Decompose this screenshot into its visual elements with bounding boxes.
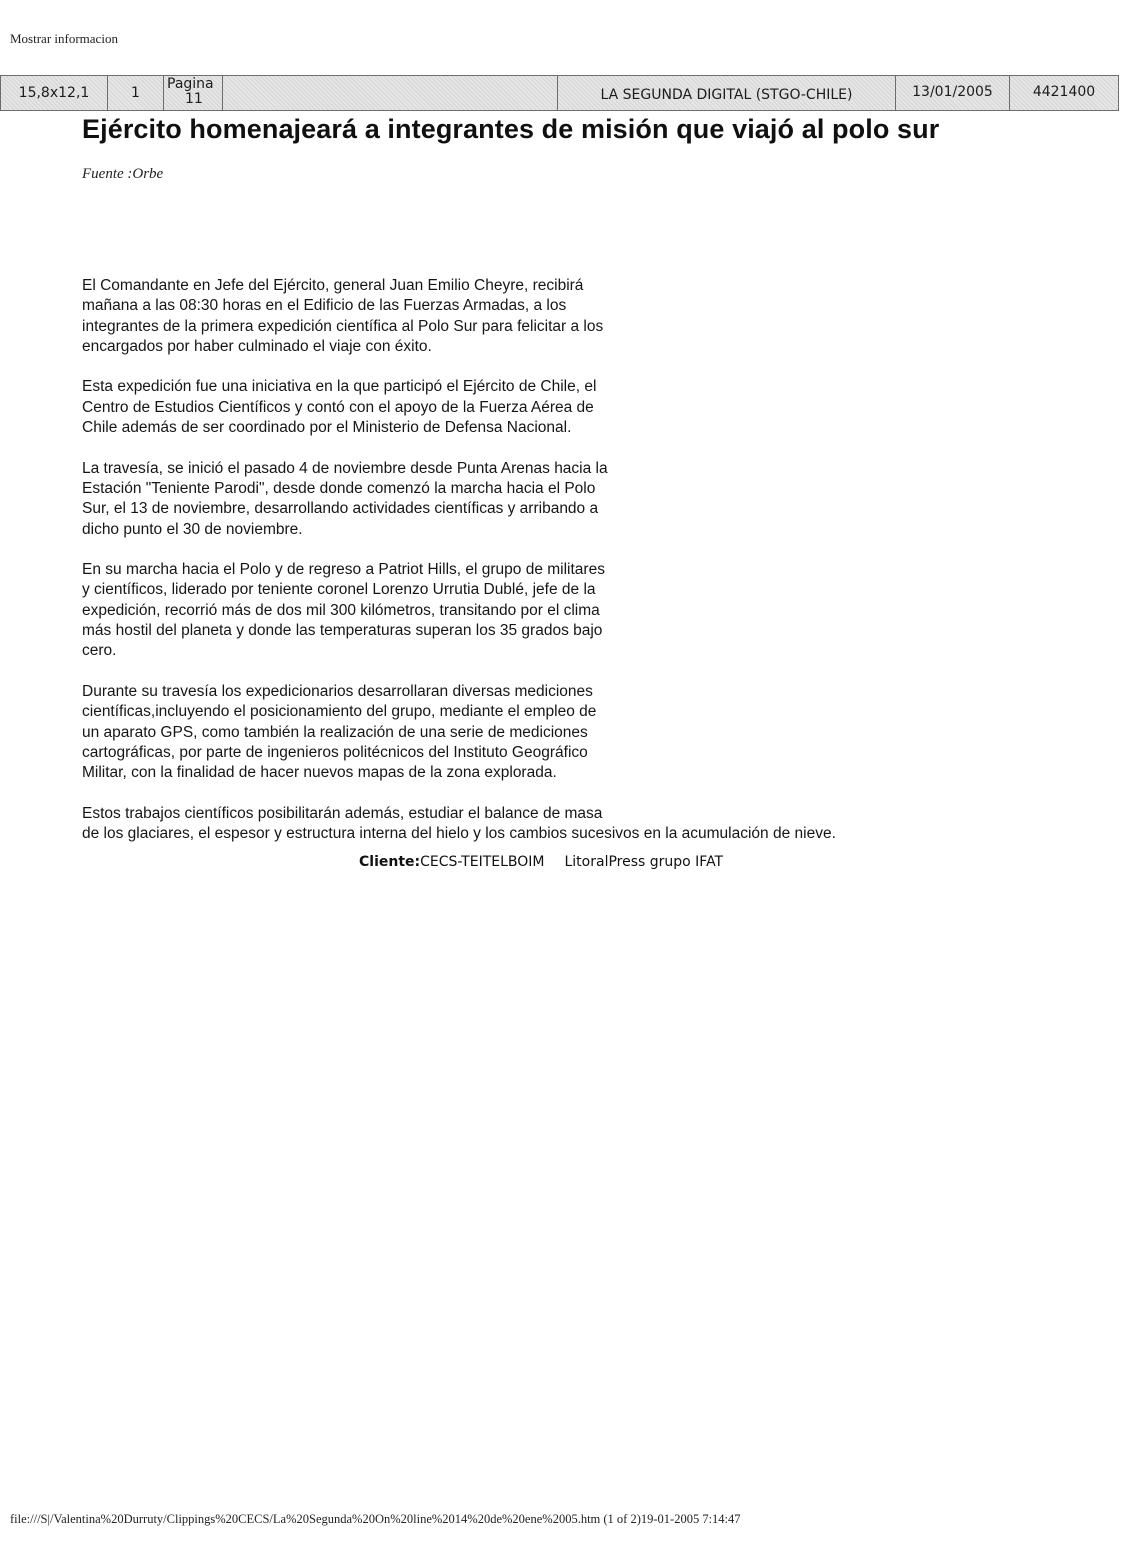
text-line: mañana a las 08:30 horas en el Edificio de las Fuerzas Armadas, a los [82, 297, 567, 315]
article-paragraph [82, 682, 836, 783]
text-line: dicho punto el 30 de noviembre. [82, 520, 303, 538]
info-blank-cell [223, 76, 558, 110]
text-line: un aparato GPS, como también la realización de una serie de mediciones [82, 723, 588, 741]
client-label: Cliente: [359, 854, 421, 870]
article-body [82, 276, 836, 865]
text-line: El Comandante en Jefe del Ejército, general Juan Emilio Cheyre, recibirá [82, 277, 584, 294]
info-page-number: 11 [185, 91, 203, 107]
info-size: 15,8x12,1 [1, 76, 108, 110]
text-line: integrantes de la primera expedición científica al Polo Sur para felicitar a los [82, 317, 604, 335]
info-page [164, 76, 223, 110]
text-line: Durante su travesía los expedicionarios desarrollaran diversas mediciones [82, 682, 593, 700]
text-line: más hostil del planeta y donde las temperaturas superan los 35 grados bajo [82, 622, 603, 640]
text-line: Estación "Teniente Parodi", desde donde comenzó la marcha hacia el Polo [82, 479, 596, 497]
text-line: Sur, el 13 de noviembre, desarrollando actividades científicas y arribando a [82, 500, 599, 518]
client-value: CECS-TEITELBOIM [420, 854, 545, 870]
article-source: Fuente :Orbe [82, 166, 164, 182]
info-code: 4421400 [1032, 83, 1096, 100]
text-line: En su marcha hacia el Polo y de regreso a Patriot Hills, el grupo de militares [82, 561, 605, 579]
article-paragraph [82, 377, 836, 438]
text-line: cartográficas, por parte de ingenieros politécnicos del Instituto Geográfico [82, 743, 588, 761]
clipping-info-bar [0, 75, 1119, 111]
text-line: de los glaciares, el espesor y estructura interna del hielo y los cambios sucesivos en la acumulación de nieve. [82, 825, 836, 843]
top-note: Mostrar informacion [10, 31, 118, 46]
page-footer-path: file:///S|/Valentina%20Durruty/Clippings%20CECS/La%20Segunda%20On%20line%2014%20de%20ene%2005.htm (1 of 2)19-01-2005 7:14:47 [10, 1512, 741, 1526]
article-paragraph [82, 276, 836, 357]
info-number: 1 [108, 76, 164, 110]
text-line: Militar, con la finalidad de hacer nuevos mapas de la zona explorada. [82, 764, 557, 782]
text-line: encargados por haber culminado el viaje con éxito. [82, 337, 432, 355]
text-line: Esta expedición fue una iniciativa en la que participó el Ejército de Chile, el [82, 378, 597, 396]
info-source: LA SEGUNDA DIGITAL (STGO-CHILE) [558, 76, 896, 110]
info-page-label: Pagina [167, 76, 214, 92]
info-date: 13/01/2005 [896, 76, 1010, 110]
text-line: y científicos, liderado por teniente coronel Lorenzo Urrutia Dublé, jefe de la [82, 581, 596, 599]
article-paragraph [82, 459, 836, 540]
article-paragraph [82, 560, 836, 661]
text-line: Estos trabajos científicos posibilitarán además, estudiar el balance de masa [82, 804, 603, 822]
text-line: La travesía, se inició el pasado 4 de noviembre desde Punta Arenas hacia la [82, 459, 608, 477]
article-paragraph [82, 804, 836, 845]
client-credit [359, 854, 723, 870]
text-line: Centro de Estudios Científicos y contó con el apoyo de la Fuerza Aérea de [82, 398, 594, 416]
text-line: científicas,incluyendo el posicionamiento del grupo, mediante el empleo de [82, 703, 597, 721]
text-line: Chile además de ser coordinado por el Ministerio de Defensa Nacional. [82, 419, 572, 437]
text-line: expedición, recorrió más de dos mil 300 kilómetros, transitando por el clima [82, 601, 600, 619]
text-line: cero. [82, 642, 117, 660]
provider-credit: LitoralPress grupo IFAT [564, 854, 724, 870]
article-title: Ejército homenajeará a integrantes de misión que viajó al polo sur [82, 114, 940, 144]
